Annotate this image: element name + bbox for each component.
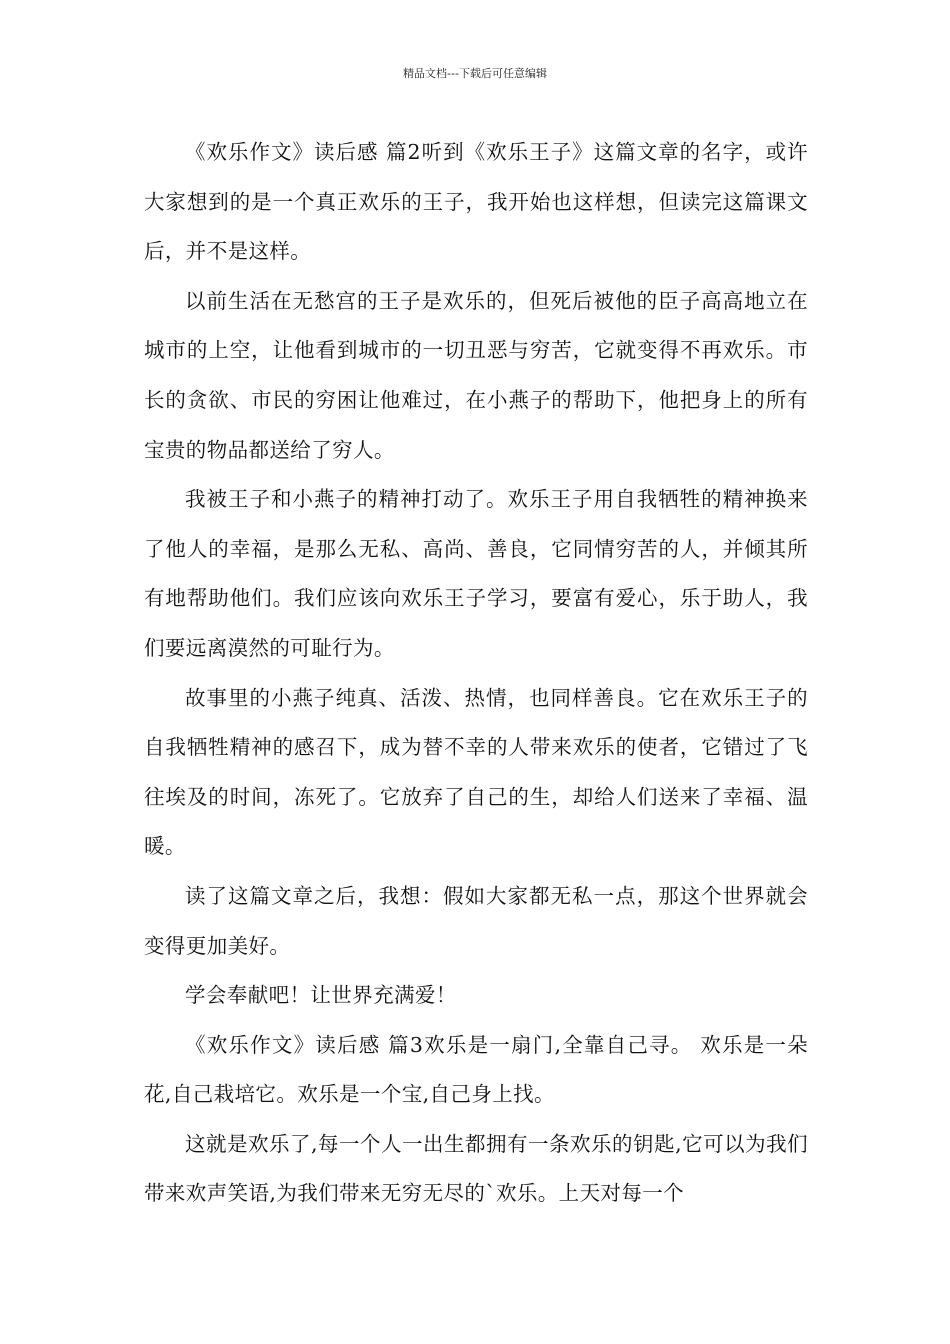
paragraph: 这就是欢乐了,每一个人一出生都拥有一条欢乐的钥匙,它可以为我们带来欢声笑语,为我们带来无穷无尽的`欢乐。上天对每一个 [144,1131,808,1206]
paragraph: 以前生活在无愁宫的王子是欢乐的，但死后被他的臣子高高地立在城市的上空，让他看到城市的一切丑恶与穷苦，它就变得不再欢乐。市长的贪欲、市民的穷困让他难过，在小燕子的帮助下，他把身上的所有宝贵的物品都送给了穷人。 [144,288,808,462]
paragraph: 学会奉献吧！让世界充满爱！ [185,983,457,1008]
paragraph: 《欢乐作文》读后感 篇3欢乐是一扇门,全靠自己寻。 欢乐是一朵花,自己栽培它。欢乐是一个宝,自己身上找。 [144,1032,808,1107]
paragraph: 我被王子和小燕子的精神打动了。欢乐王子用自我牺牲的精神换来了他人的幸福，是那么无私、高尚、善良，它同情穷苦的人，并倾其所有地帮助他们。我们应该向欢乐王子学习，要富有爱心，乐于助人，我们要远离漠然的可耻行为。 [144,487,808,660]
paragraph: 故事里的小燕子纯真、活泼、热情，也同样善良。它在欢乐王子的自我牺牲精神的感召下，成为替不幸的人带来欢乐的使者，它错过了飞往埃及的时间，冻死了。它放弃了自己的生，却给人们送来了幸福、温暖。 [144,685,808,859]
paragraph: 读了这篇文章之后，我想：假如大家都无私一点，那这个世界就会变得更加美好。 [144,883,808,958]
paragraph: 《欢乐作文》读后感 篇2听到《欢乐王子》这篇文章的名字，或许大家想到的是一个真正欢乐的王子，我开始也这样想，但读完这篇课文后，并不是这样。 [144,140,808,264]
document-body [144,128,808,1219]
page-header: 精品文档---下载后可任意编辑 [403,67,547,80]
